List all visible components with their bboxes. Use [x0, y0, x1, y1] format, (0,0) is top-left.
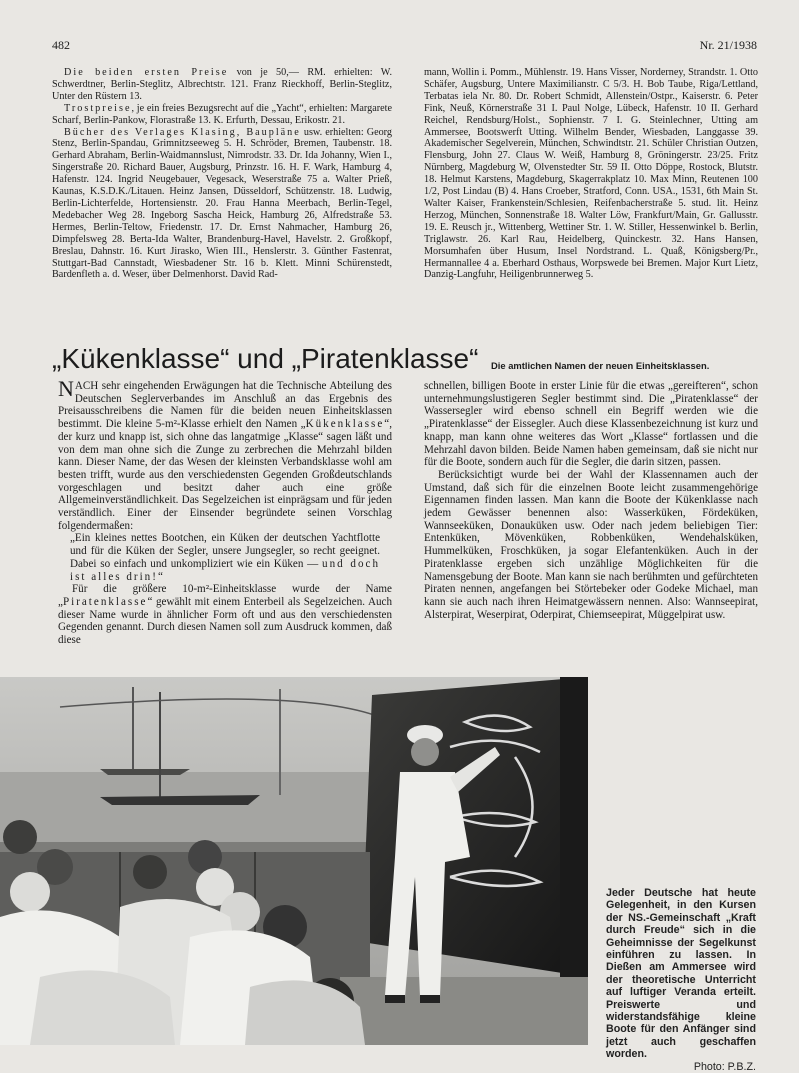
photo-credit: Photo: P.B.Z.: [693, 1060, 756, 1073]
prize-paragraph-books: Bücher des Verlages Klasing, Baupläne usw. erhielten: Georg Stenz, Berlin-Spandau, Grimnitzseeweg 5. H. Schröder, Bremen, Taubenstr. 18. Gerhard Abraham, Berlin-Waidmannslust, Nimrodstr. 33. Dr. Ida Johanny, Wien I., Singerstraße 20. Richard Bauer, Augsburg, Prinzstr. 16. H. F. Wark, Hamburg 4, Hafenstr. 124. Ingrid Neugebauer, Vegesack, Weserstraße 75 a. Walter Prieß, Kaunas, K.S.D.K./Litauen. Heinz Jansen, Düsseldorf, Schützenstr. 18. Ludwig, Berlin-Lichterfelde, Hortensienstr. 20. Frau Hanna Meerbach, Berlin-Tegel, Medebacher Weg 28. Ingeborg Sascha Heick, Hamburg 26, Alfredstraße 53. Hermes, Berlin-Teltow, Friedenstr. 17. Dr. Ernst Nahmacher, Hamburg 26, Dimpfelsweg 28. Berta-Ida Walter, Brandenburg-Havel, Havelstr. 2. Großkopf, Breslau, Dahnstr. 16. Kurt Jirasko, Wien III., Henslerstr. 3. Günther Fastenrat, Stuttgart-Bad Cannstadt, Wiesbadener Str. 16 b. Klett. Minni Schürenstedt, Bardenfleth a. d. Weser, über Delmenhorst. David Rad-: [52, 126, 392, 281]
article-paragraph-2: Für die größere 10-m²-Einheitsklasse wurde der Name „Piratenklasse“ gewählt mit einem Enterbeil als Segelzeichen. Auch dieser Name wurde in ähnlicher Form oft und aus den verschiedensten Gegenden genannt. Durch diesen Namen soll zum Ausdruck kommen, daß diese: [58, 583, 392, 647]
photo-caption: [606, 887, 756, 1073]
article-left-column: [58, 376, 392, 647]
article-paragraph-1: NACH sehr eingehenden Erwägungen hat die Technische Abteilung des Deutschen Seglerverbandes im Anschluß an das Ergebnis des Preisausschreibens die Namen für die beiden neuen Einheitsklassen bestimmt. Die kleine 5-m²-Klasse erhielt den Namen „Kükenklasse“, der kurz und knapp ist, sich ohne das langatmige „Klasse“ sagen läßt und von dem man ohne sich die Zunge zu zerbrechen die Mehrzahl bilden kann. Dieser Name, der das Wesen der kleinsten Verbandsklasse wohl am besten trifft, wurde aus den verschiedensten Gegenden Großdeutschlands vorgeschlagen und besitzt daher auch eine größe Allgemeinverständlichkeit. Das Segelzeichen ist einprägsam und für jeden verständlich. Einer der Einsender begründete seinen Vorschlag folgendermaßen:: [58, 376, 392, 532]
article-quote: „Ein kleines nettes Bootchen, ein Küken der deutschen Yachtflotte und für die Küken der Segler, unsere Jungsegler, so recht geeignet. Dabei so einfach und unkompliziert wie ein Küken — und doch ist alles drin!“: [70, 532, 380, 583]
prize-paragraph-consolation: Trostpreise, je ein freies Bezugsrecht auf die „Yacht“, erhielten: Margarete Scharf, Berlin-Pankow, Florastraße 13. K. Erfurth, Dessau, Erikostr. 21.: [52, 102, 392, 126]
article-paragraph-3: schnellen, billigen Boote in erster Linie für die etwas „gereifteren“, schon unternehmungslustigeren Segler bestimmt sind. Die „Piratenklasse“ der Wassersegler wird ebenso schnell ein Begriff werden wie die „Piratenklasse“ der Eissegler. Auch diese Klassenbezeichnung ist kurz und knapp, man kann ohne weiteres das Wort „Klasse“ fortlassen und die Mehrzahl davon bilden. Beide Namen haben gemeinsam, daß sie nicht nur für die Boote, sondern auch für die Segler, die darin sitzen, passen.: [424, 380, 758, 469]
article-headline: „Kükenklasse“ und „Piratenklasse“: [52, 343, 479, 374]
prize-paragraph-first: Die beiden ersten Preise von je 50,— RM. erhielten: W. Schwerdtner, Berlin-Steglitz, Albrechtstr. 121. Franz Rieckhoff, Berlin-Steglitz, Unter den Rüstern 13.: [52, 67, 392, 102]
caption-text: Jeder Deutsche hat heute Gelegenheit, in den Kursen der NS.-Gemeinschaft „Kraft durch Freude“ sich in die Geheimnisse der Segelkunst einführen zu lassen. In Dießen am Ammersee wird der theoretische Unterricht auf luftiger Veranda erteilt. Preiswerte und widerstandsfähige kleine Boote für den Anfänger sind jetzt auch geschaffen worden.: [606, 887, 756, 1061]
article-right-column: [424, 380, 758, 621]
drop-cap: N: [58, 376, 74, 401]
article-subtitle: Die amtlichen Namen der neuen Einheitsklassen.: [491, 360, 710, 371]
issue-number: Nr. 21/1938: [699, 38, 757, 52]
article-paragraph-4: Berücksichtigt wurde bei der Wahl der Klassennamen auch der Umstand, daß sich für die einzelnen Boote leicht zusammengehörige Eigennamen finden lassen. Man kann die Boote der Kükenklasse nach jedem Gewässer benennen also: Wasserküken, Fördeküken, Wannseeküken, Donauküken usw. Oder nach jedem beliebigen Tier: Entenküken, Mövenküken, Robbenküken, Wendehalsküken, Hummelküken, Froschküken, ja sogar Elefantenküken. Auch in der Piratenklasse ergeben sich unzählige Möglichkeiten für die Namensgebung der Boote. Man kann sie nach berühmten und gefürchteten Piraten nennen, angefangen bei Störtebeker oder Godeke Michael, man kann sie auch nach ihren Heimatgewässern nennen. Also: Wannseepirat, Alsterpirat, Weserpirat, Oderpirat, Chiemseepirat, Müggelpirat usw.: [424, 468, 758, 621]
prize-list-right-column: mann, Wollin i. Pomm., Mühlenstr. 19. Hans Visser, Norderney, Strandstr. 1. Otto Schäfer, Augsburg, Untere Maximilianstr. C 5/3. H. Bob Taube, Riga/Lettland, Terbatas iela Nr. 80. Dr. Robert Schmidt, Allenstein/Ostpr., Kaiserstr. 6. Peter Fink, Neuß, Körnerstraße 31 I. Paul Nolge, Lübeck, Hafenstr. 10 II. Gerhard Reichel, Rendsburg/Holst., Sophienstr. 7 I. G. Steinlechner, Utting am Ammersee, Bootswerft Utting. Wilhelm Bender, Wiesbaden, Langgasse 39. Akademischer Segelverein, München, Schwindtstr. 21. Schüler Christian Outzen, Flensburg, John 27. Claus W. Weiß, Hamburg 8, Gröningerstr. 23/25. Fritz Nürnberg, Magdeburg W, Olvenstedter Str. 59 II. Otto Döppe, Rostock, Blutstr. 18. Helmut Karstens, Magdeburg, Skagerrakplatz 10. Max Minn, Reutenen 100 1/2, Post Lindau (B) 4. Hans Croeber, Stratford, Conn. USA., 1531, 6th Main St. Walter Kaiser, Frankenstein/Schlesien, Reifenbacherstraße 5. stud. lit. Heinz Herzog, München, Sonnenstraße 18. Walter Löw, Frankfurt/Main, Gr. Gallusstr. 19. E. Reusch jr., Wittenberg, Wettiner Str. 1. W. Stiller, Hessenwinkel b. Berlin, Triglawstr. 26. Karl Rau, Heidelberg, Quinckestr. 32. Hans Hansen, Morsumhafen über Husum, Insel Nordstrand. L. Quaß, Königsberg/Pr., Hermannallee 4 a. Eberhard Osthaus, Worpswede bei Bremen. Major Kurt Lietz, Danzig-Langfuhr, Heiligenbrunnerweg 5.: [424, 67, 758, 281]
sailing-class-photo: [0, 677, 588, 1045]
prize-list-left-column: [52, 67, 392, 281]
page-number: 482: [52, 38, 70, 52]
